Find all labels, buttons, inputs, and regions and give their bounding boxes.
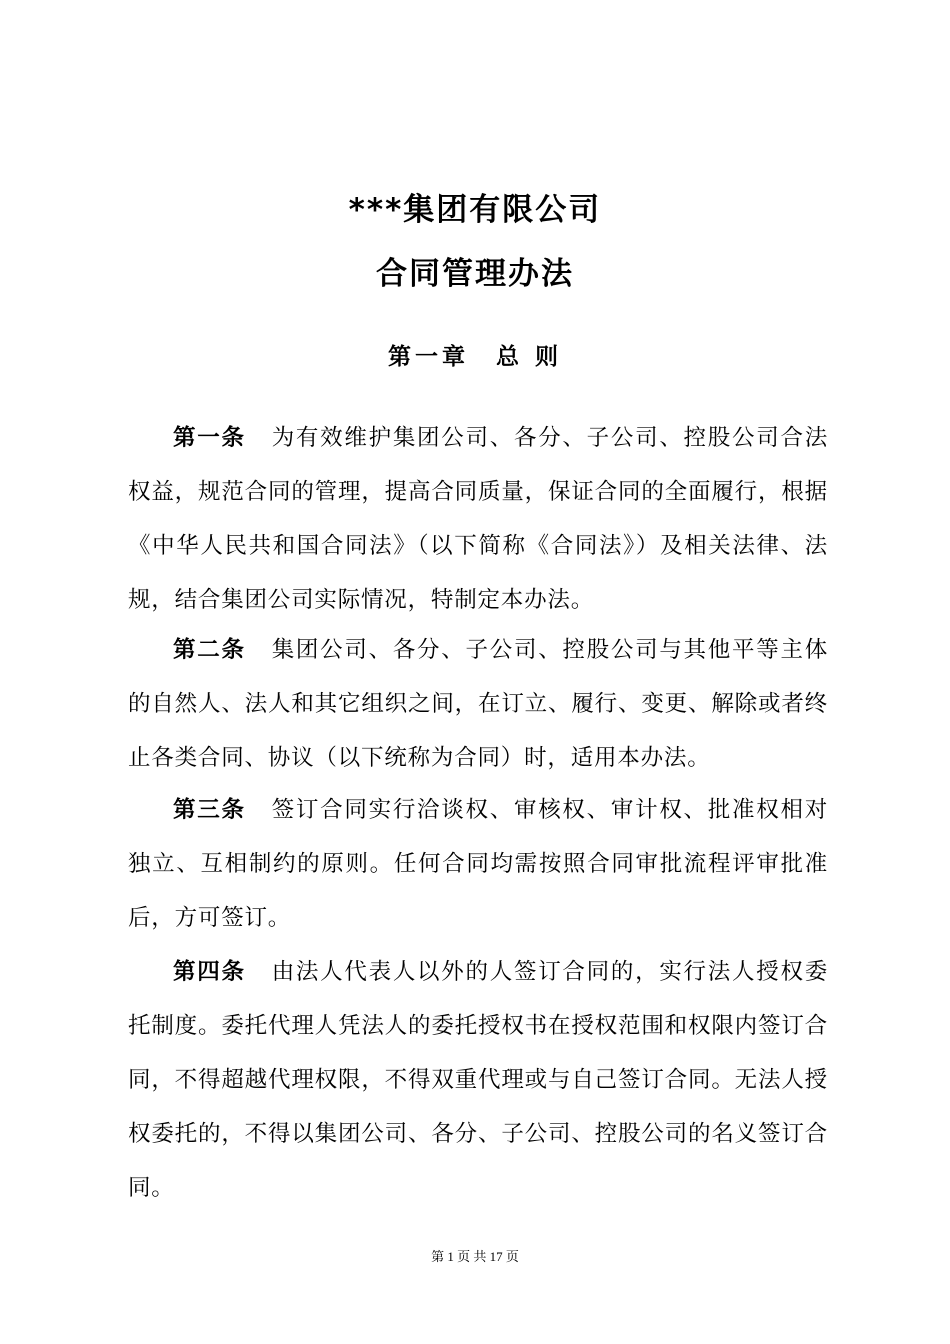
article-3-label: 第三条 — [173, 796, 246, 823]
article-1-text: 为有效维护集团公司、各分、子公司、控股公司合法权益，规范合同的管理，提高合同质量，保证合同的全面履行，根据《中华人民共和国合同法》（以下简称《合同法》）及相关法律、法规，结合集团公司实际情况，特制定本办法。 — [128, 424, 828, 613]
article-1 — [128, 411, 828, 627]
article-1-label: 第一条 — [173, 424, 246, 451]
document-title-company: ***集团有限公司 — [348, 192, 602, 228]
article-4-label: 第四条 — [173, 958, 246, 985]
article-2 — [128, 623, 828, 785]
article-3-text: 签订合同实行洽谈权、审核权、审计权、批准权相对独立、互相制约的原则。任何合同均需按照合同审批流程评审批准后，方可签订。 — [128, 796, 828, 931]
document-title-name: 合同管理办法 — [376, 256, 574, 292]
article-2-label: 第二条 — [173, 636, 246, 663]
article-3 — [128, 783, 828, 945]
article-4 — [128, 945, 828, 1215]
article-2-text: 集团公司、各分、子公司、控股公司与其他平等主体的自然人、法人和其它组织之间，在订立、履行、变更、解除或者终止各类合同、协议（以下统称为合同）时，适用本办法。 — [128, 636, 828, 771]
article-4-text: 由法人代表人以外的人签订合同的，实行法人授权委托制度。委托代理人凭法人的委托授权书在授权范围和权限内签订合同，不得超越代理权限，不得双重代理或与自己签订合同。无法人授权委托的，不得以集团公司、各分、子公司、控股公司的名义签订合同。 — [128, 958, 828, 1201]
chapter-heading: 第一章 总 则 — [387, 344, 562, 370]
page-footer: 第 1 页 共 17 页 — [431, 1249, 519, 1264]
